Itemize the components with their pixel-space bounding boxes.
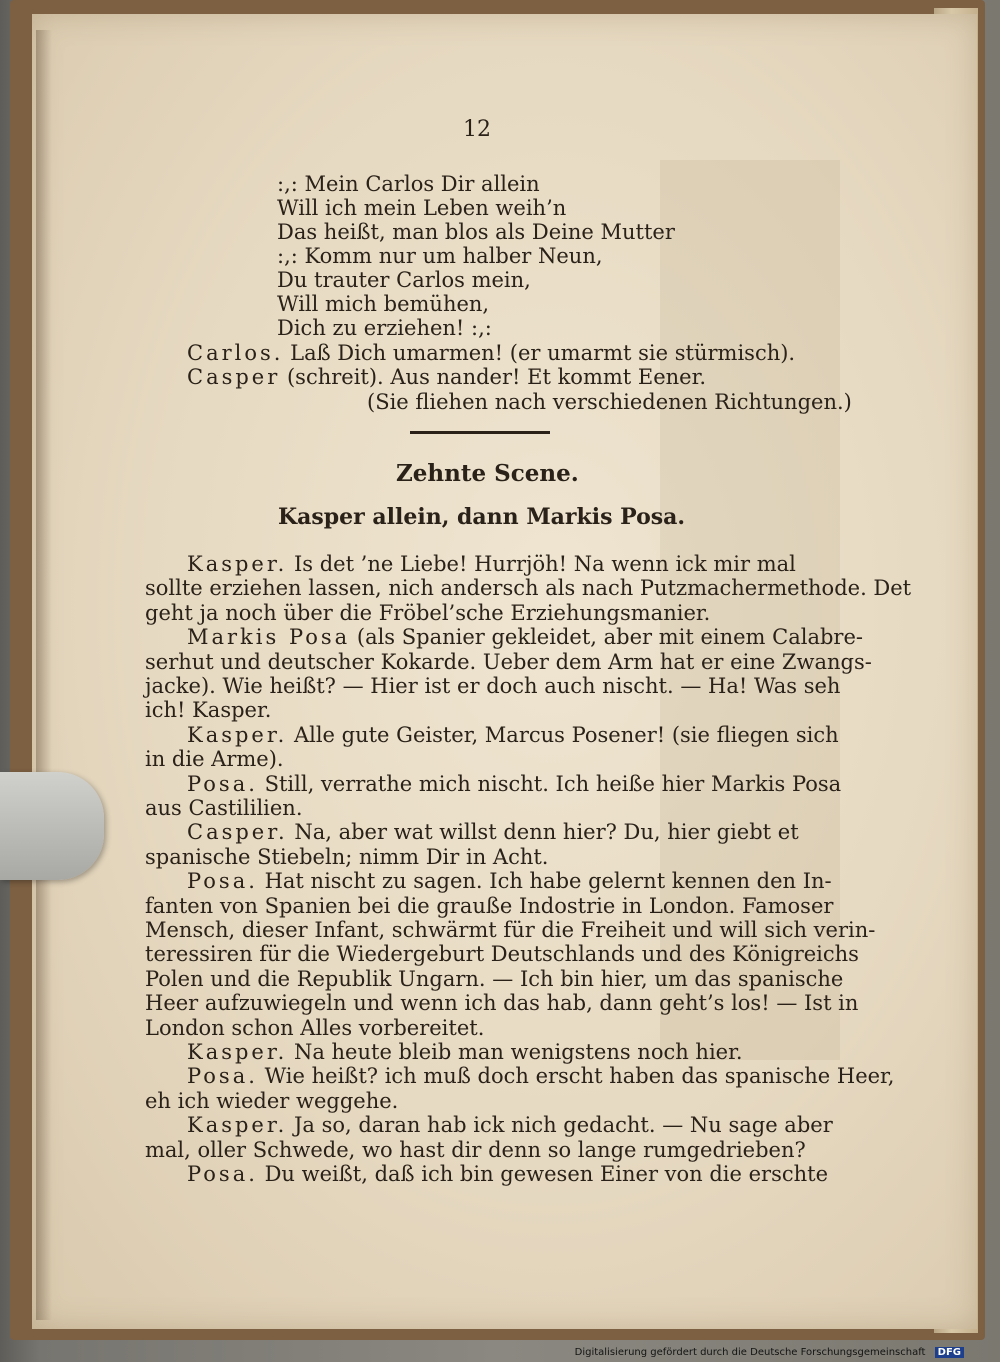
line-text: Du weißt, daß ich bin gewesen Einer von die erschte <box>264 1162 829 1186</box>
body-line <box>145 991 858 1015</box>
line-text: Na, aber wat willst denn hier? Du, hier giebt et <box>294 820 799 844</box>
line-text: Hat nischt zu sagen. Ich habe gelernt kennen den In- <box>264 869 832 893</box>
speaker-name: Posa. <box>187 1162 258 1186</box>
speech-line <box>187 869 832 893</box>
speech-line <box>187 625 863 649</box>
speaker-name: Markis Posa <box>187 625 351 649</box>
body-line <box>145 698 271 722</box>
line-text: jacke). Wie heißt? — Hier ist er doch auch nischt. — Ha! Was seh <box>145 674 841 698</box>
speech-line <box>187 1162 828 1186</box>
body-line <box>145 894 833 918</box>
line-text: sollte erziehen lassen, nich andersch als nach Putzmachermethode. Det <box>145 576 912 600</box>
line-text: Ja so, daran hab ick nich gedacht. — Nu sage aber <box>293 1113 833 1137</box>
speaker-name: Kasper. <box>187 552 288 576</box>
line-text: ich! Kasper. <box>145 698 272 722</box>
body-line <box>145 1089 398 1113</box>
body-line <box>145 1016 484 1040</box>
line-text: Is det ’ne Liebe! Hurrjöh! Na wenn ick mir mal <box>293 552 796 576</box>
speech-line <box>187 820 799 844</box>
page-clip <box>0 772 104 880</box>
speaker-name: Kasper. <box>187 1040 288 1064</box>
speech-line <box>187 723 839 747</box>
verse-line: Dich zu erziehen! :,: <box>277 316 492 340</box>
line-text: serhut und deutscher Kokarde. Ueber dem Arm hat er eine Zwangs- <box>145 650 872 674</box>
body-line <box>145 796 303 820</box>
scene-subtitle: Kasper allein, dann Markis Posa. <box>278 504 686 530</box>
body-line <box>145 918 875 942</box>
body-line <box>145 747 284 771</box>
body-line <box>145 942 859 966</box>
verse-line: :,: Mein Carlos Dir allein <box>277 172 540 196</box>
body-line <box>145 650 872 674</box>
line-text: eh ich wieder weggehe. <box>145 1089 399 1113</box>
verse-line: Du trauter Carlos mein, <box>277 268 531 292</box>
line-text: geht ja noch über die Fröbel’sche Erziehungsmanier. <box>145 601 711 625</box>
line-text: aus Castililien. <box>145 796 303 820</box>
speech-line <box>187 1040 743 1064</box>
body-line <box>145 967 843 991</box>
speaker-name: Kasper. <box>187 1113 288 1137</box>
stage-line <box>187 341 795 365</box>
speaker-name: Posa. <box>187 869 258 893</box>
dialogue-text: (schreit). Aus nander! Et kommt Eener. <box>286 365 706 389</box>
body-line <box>145 674 840 698</box>
body-line <box>145 576 911 600</box>
speech-line <box>187 1064 894 1088</box>
page-number: 12 <box>463 117 491 142</box>
line-text: Heer aufzuwiegeln und wenn ich das hab, dann geht’s los! — Ist in <box>145 991 859 1015</box>
line-text: Wie heißt? ich muß doch erscht haben das spanische Heer, <box>264 1064 895 1088</box>
speech-line <box>187 1113 833 1137</box>
speaker-name: Casper. <box>187 820 288 844</box>
line-text: spanische Stiebeln; nimm Dir in Acht. <box>145 845 549 869</box>
line-text: London schon Alles vorbereitet. <box>145 1016 485 1040</box>
footer-credit <box>575 1347 964 1358</box>
line-text: Polen und die Republik Ungarn. — Ich bin hier, um das spanische <box>145 967 844 991</box>
speaker-name: Casper <box>187 365 281 389</box>
section-rule <box>410 431 550 434</box>
body-line <box>145 1138 806 1162</box>
line-text: Mensch, dieser Infant, schwärmt für die Freiheit und will sich verin- <box>145 918 876 942</box>
line-text: fanten von Spanien bei die grauße Indostrie in London. Famoser <box>145 894 834 918</box>
verse-line: Will ich mein Leben weih’n <box>277 196 567 220</box>
line-text: mal, oller Schwede, wo hast dir denn so lange rumgedrieben? <box>145 1138 806 1162</box>
line-text: Still, verrathe mich nischt. Ich heiße hier Markis Posa <box>264 772 842 796</box>
dialogue-text: Laß Dich umarmen! (er umarmt sie stürmisch). <box>290 341 796 365</box>
stage-direction: (Sie fliehen nach verschiedenen Richtungen.) <box>367 390 852 414</box>
speaker-name: Carlos. <box>187 341 284 365</box>
body-line <box>145 845 548 869</box>
body-line <box>145 601 710 625</box>
line-text: in die Arme). <box>145 747 284 771</box>
speaker-name: Posa. <box>187 1064 258 1088</box>
page-gutter <box>36 30 52 1320</box>
line-text: teressiren für die Wiedergeburt Deutschlands und des Königreichs <box>145 942 859 966</box>
scene-title: Zehnte Scene. <box>396 460 579 487</box>
speech-line <box>187 552 796 576</box>
speaker-name: Posa. <box>187 772 258 796</box>
line-text: Alle gute Geister, Marcus Posener! (sie fliegen sich <box>293 723 839 747</box>
stage-line <box>187 365 706 389</box>
line-text: (als Spanier gekleidet, aber mit einem Calabre- <box>356 625 863 649</box>
verse-line: Das heißt, man blos als Deine Mutter <box>277 220 675 244</box>
speaker-name: Kasper. <box>187 723 288 747</box>
verse-line: :,: Komm nur um halber Neun, <box>277 244 603 268</box>
dfg-logo: DFG <box>935 1347 964 1358</box>
verse-line: Will mich bemühen, <box>277 292 490 316</box>
speech-line <box>187 772 841 796</box>
line-text: Na heute bleib man wenigstens noch hier. <box>293 1040 743 1064</box>
footer-text: Digitalisierung gefördert durch die Deutsche Forschungsgemeinschaft <box>574 1347 926 1358</box>
